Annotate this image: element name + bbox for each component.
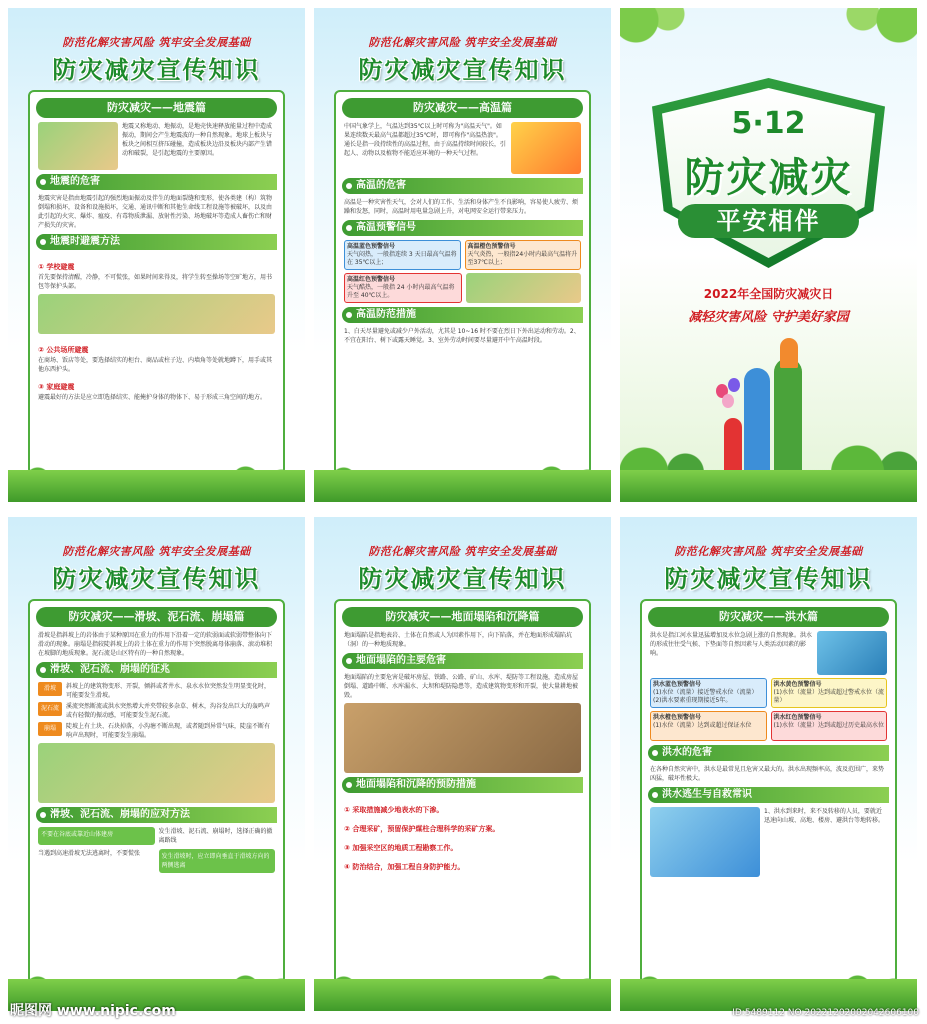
section-text: 1、洪水到来时，来不及转移的人员，要就近迅速向山坡、高地、楼房、避洪台等地转移。 bbox=[764, 808, 885, 824]
sign-text: 溪流突然断流或洪水突然增大并夹带较多杂草、树木，沟谷发出巨大的轰鸣声或有轻微的振动感，可能要发生泥石流。 bbox=[66, 703, 271, 719]
ground-decoration bbox=[620, 470, 917, 502]
section-text: 1、白天尽量避免或减少户外活动，尤其是 10~16 时不要在烈日下外出运动和劳动。2、不宜在阳台、树下或露天睡觉。3、室外劳动时间要尽量避开中午高温时段。 bbox=[344, 328, 580, 344]
poster-hero bbox=[620, 8, 917, 502]
signal-title: 洪水橙色预警信号 bbox=[653, 714, 702, 721]
heat-illustration bbox=[466, 273, 582, 303]
signal-title: 高温红色预警信号 bbox=[347, 276, 396, 283]
signal-orange bbox=[465, 240, 582, 270]
poster-subsidence bbox=[314, 517, 611, 1011]
ground-decoration bbox=[620, 979, 917, 1011]
measure-title: ① 采取措施减少地表水的下渗。 bbox=[344, 806, 444, 814]
signal-text: 天气炎热，一般指24小时内最高气温将升至37℃以上； bbox=[467, 251, 578, 266]
content-card bbox=[334, 599, 591, 984]
content-card bbox=[28, 599, 285, 984]
event-theme: 减轻灾害风险 守护美好家园 bbox=[688, 310, 849, 325]
section-heading: 地面塌陷的主要危害 bbox=[342, 653, 583, 669]
slogan: 防范化解灾害风险 筑牢安全发展基础 bbox=[368, 36, 557, 49]
method-text: 首先要保持清醒，冷静，不可慌张，如果时间来得及，将学生转至操场等空旷地方，用书包等保护头部。 bbox=[38, 274, 273, 290]
section-text: 在各种自然灾害中，洪水是最常见且危害又最大的。洪水出现频率高，波及范围广，来势凶猛，破坏性极大。 bbox=[650, 766, 885, 782]
intro-text: 中国气象学上，气温达到35℃以上时可称为"高温天气"。如果连续数天最高气温都超过35℃时，即可称作"高温热浪"。通长是指一段持续性的高温过程，由于高温持续时间较长，引起人、动物以及植物不能适应环境的一种天气过程。 bbox=[344, 123, 507, 157]
slogan: 防范化解灾害风险 筑牢安全发展基础 bbox=[368, 545, 557, 558]
slogan: 防范化解灾害风险 筑牢安全发展基础 bbox=[674, 545, 863, 558]
sinkhole-illustration bbox=[344, 703, 581, 773]
poster-title: 防灾减灾宣传知识 bbox=[664, 565, 873, 593]
signal-title: 洪水蓝色预警信号 bbox=[653, 681, 702, 688]
card-heading: 防灾减灾——滑坡、泥石流、崩塌篇 bbox=[36, 607, 276, 627]
measure-title: ③ 加强采空区的地质工程勘察工作。 bbox=[344, 844, 458, 852]
ground-decoration bbox=[314, 979, 611, 1011]
earthquake-illustration bbox=[38, 122, 118, 170]
poster-landslide bbox=[8, 517, 305, 1011]
section-heading: 洪水逃生与自救常识 bbox=[648, 787, 889, 803]
signal-title: 洪水黄色预警信号 bbox=[773, 681, 822, 688]
method-text: 避震最好的方法是应立即选择结实、能掩护身体的物体下、易于形成三角空间的地方。 bbox=[38, 394, 267, 401]
landslide-illustration bbox=[38, 743, 275, 803]
section-text: 高温是一种灾害性天气，会对人们的工作、生活和身体产生不良影响，容易使人疲劳、烦躁和发怒，同时，高温时用电量急剧上升，对电网安全运行带来压力。 bbox=[344, 199, 579, 215]
sign-text: 斜坡上的建筑物变形、开裂，倾斜或者井水、泉水水位突然发生明显变化时，可能要发生滑坡。 bbox=[66, 683, 271, 699]
intro-text: 地震又称地动、地振动，是地壳快速释放能量过程中造成振动，期间会产生地震波的一种自然现象。地球上板块与板块之间相互挤压碰撞，造成板块边沿及板块内部产生错动和破裂，是引起地震的主要原因。 bbox=[122, 123, 273, 157]
school-illustration bbox=[38, 294, 275, 334]
signal-red bbox=[771, 711, 888, 741]
tip-text: 发生滑坡、泥石流、崩塌时，选择正确的撤离路线 bbox=[158, 828, 273, 844]
poster-title: 防灾减灾宣传知识 bbox=[358, 565, 567, 593]
intro-text: 洪水是指江河水量迅猛增加及水位急剧上涨的自然现象。洪水的形成往往受气候、下垫面等自然因素与人类活动因素的影响。 bbox=[650, 632, 813, 657]
sign-text: 陡坡上有土块、石块掉落，小沟塘不断出现，或者随到异常气味，陡崖不断有响声出现时，可能要发生崩塌。 bbox=[66, 723, 271, 739]
signal-text: (1)水位（流量）达到或超过警戒水位（流量） bbox=[773, 689, 884, 704]
section-text: 地面塌陷的主要危害是破坏房屋、铁路、公路、矿山、水库、堤防等工程设施，造成房屋倒塌、道路中断、水库漏水、大坝和堤防隐患等，造成建筑物变形和开裂，使大量耕地被毁。 bbox=[344, 674, 579, 699]
section-heading: 洪水的危害 bbox=[648, 745, 889, 761]
section-heading: 高温的危害 bbox=[342, 178, 583, 194]
section-heading: 滑坡、泥石流、崩塌的应对方法 bbox=[36, 807, 277, 823]
tag-label: 滑坡 bbox=[38, 682, 62, 696]
hero-ribbon: 平安相伴 bbox=[678, 204, 859, 238]
section-heading: 地震的危害 bbox=[36, 174, 277, 190]
signal-yellow bbox=[771, 678, 888, 708]
signal-blue bbox=[344, 240, 461, 270]
tip-text: 当遇到高速滑坡无法逃离时，不要慌张 bbox=[38, 850, 141, 857]
section-text: 地震灾害是指由地震引起的强烈地面振动及伴生的地面裂缝和变形，使各类建（构）筑物倒塌和损坏，设备和设施损坏，交通、通讯中断和其他生命线工程设施等被破坏，以及由此引起的火灾、爆炸、瘟疫、有毒物质泄漏、放射性污染、场地破坏等造成人畜伤亡和财产损失的灾害。 bbox=[38, 195, 273, 229]
method-text: 在商场、饭店等处，要选择结实的柜台、商品或柱子边、内墙角等处就地蹲下，用手或其他东西护头。 bbox=[38, 357, 273, 373]
intro-text: 滑坡是指斜坡上的岩体由于某种原因在重力的作用下沿着一定的软弱面或软弱带整体向下滑动的现象。崩塌是指较陡斜坡上的岩土体在重力的作用下突然脱离母体崩落、滚动堆积在坡脚的地质现象。泥石流是山区特有的一种自然现象。 bbox=[38, 632, 273, 657]
poster-earthquake bbox=[8, 8, 305, 502]
content-card bbox=[334, 90, 591, 475]
image-id-watermark: ID:5489112 NO:20221202002042606100 bbox=[732, 1008, 919, 1018]
tree-decoration bbox=[620, 402, 917, 472]
signal-text: (1)水位（流量）接近警戒水位（流量）(2)洪水要素重现期接近5年。 bbox=[653, 689, 758, 704]
poster-flood bbox=[620, 517, 917, 1011]
ground-decoration bbox=[8, 470, 305, 502]
section-heading: 高温防范措施 bbox=[342, 307, 583, 323]
signal-text: (1)水位（流量）达到或超过保证水位 bbox=[653, 722, 752, 729]
signal-text: (1)水位（流量）达到或超过历史最高水位 bbox=[773, 722, 884, 729]
leaves-decoration bbox=[620, 8, 700, 68]
tag-label: 崩塌 bbox=[38, 722, 62, 736]
slogan: 防范化解灾害风险 筑牢安全发展基础 bbox=[62, 545, 251, 558]
content-card bbox=[28, 90, 285, 475]
tip-box: 发生滑坡时，应立即向垂直于滑坡方向的两侧逃离 bbox=[159, 849, 276, 873]
card-heading: 防灾减灾——地震篇 bbox=[36, 98, 276, 118]
thermometer-illustration bbox=[511, 122, 581, 174]
signal-title: 洪水红色预警信号 bbox=[773, 714, 822, 721]
event-day: 2022年全国防灾减灾日 bbox=[703, 287, 834, 301]
tag-label: 泥石流 bbox=[38, 702, 62, 716]
poster-title: 防灾减灾宣传知识 bbox=[52, 565, 261, 593]
card-heading: 防灾减灾——高温篇 bbox=[342, 98, 582, 118]
flood-illustration bbox=[817, 631, 887, 675]
poster-title: 防灾减灾宣传知识 bbox=[52, 56, 261, 84]
site-watermark: 昵图网 www.nipic.com bbox=[10, 1003, 176, 1019]
measure-title: ② 合理采矿，预留保护煤柱合理科学的采矿方案。 bbox=[344, 825, 500, 833]
section-heading: 滑坡、泥石流、崩塌的征兆 bbox=[36, 662, 277, 678]
method-title: ② 公共场所避震 bbox=[38, 346, 89, 354]
content-card bbox=[640, 599, 897, 984]
intro-text: 地面塌陷是指地表岩、土体在自然或人为因素作用下，向下陷落，并在地面形成塌陷坑（洞）的一种地质现象。 bbox=[344, 632, 573, 648]
signal-blue bbox=[650, 678, 767, 708]
section-heading: 地震时避震方法 bbox=[36, 234, 277, 250]
tip-box: 不要在谷底或靠近山体建房 bbox=[38, 827, 155, 845]
signal-text: 天气闷热，一般指连续 3 天日最高气温将在 35℃以上； bbox=[347, 251, 457, 266]
rescue-illustration bbox=[650, 807, 760, 877]
slogan: 防范化解灾害风险 筑牢安全发展基础 bbox=[62, 36, 251, 49]
ground-decoration bbox=[314, 470, 611, 502]
signal-text: 天气酷热，一般指 24 小时内最高气温将升至 40℃以上。 bbox=[347, 284, 455, 299]
signal-title: 高温橙色预警信号 bbox=[467, 243, 516, 250]
method-title: ③ 家庭避震 bbox=[38, 383, 75, 391]
signal-red bbox=[344, 273, 462, 303]
leaves-decoration bbox=[827, 8, 917, 68]
hero-title: 防灾减灾 bbox=[684, 155, 853, 201]
measure-title: ④ 防治结合，加强工程自身防护能力。 bbox=[344, 863, 465, 871]
section-heading: 高温预警信号 bbox=[342, 220, 583, 236]
poster-title: 防灾减灾宣传知识 bbox=[358, 56, 567, 84]
method-title: ① 学校避震 bbox=[38, 263, 75, 271]
signal-orange bbox=[650, 711, 767, 741]
card-heading: 防灾减灾——地面塌陷和沉降篇 bbox=[342, 607, 582, 627]
poster-heat bbox=[314, 8, 611, 502]
section-heading: 地面塌陷和沉降的预防措施 bbox=[342, 777, 583, 793]
date-label: 5·12 bbox=[731, 106, 806, 141]
signal-title: 高温蓝色预警信号 bbox=[347, 243, 396, 250]
card-heading: 防灾减灾——洪水篇 bbox=[648, 607, 888, 627]
